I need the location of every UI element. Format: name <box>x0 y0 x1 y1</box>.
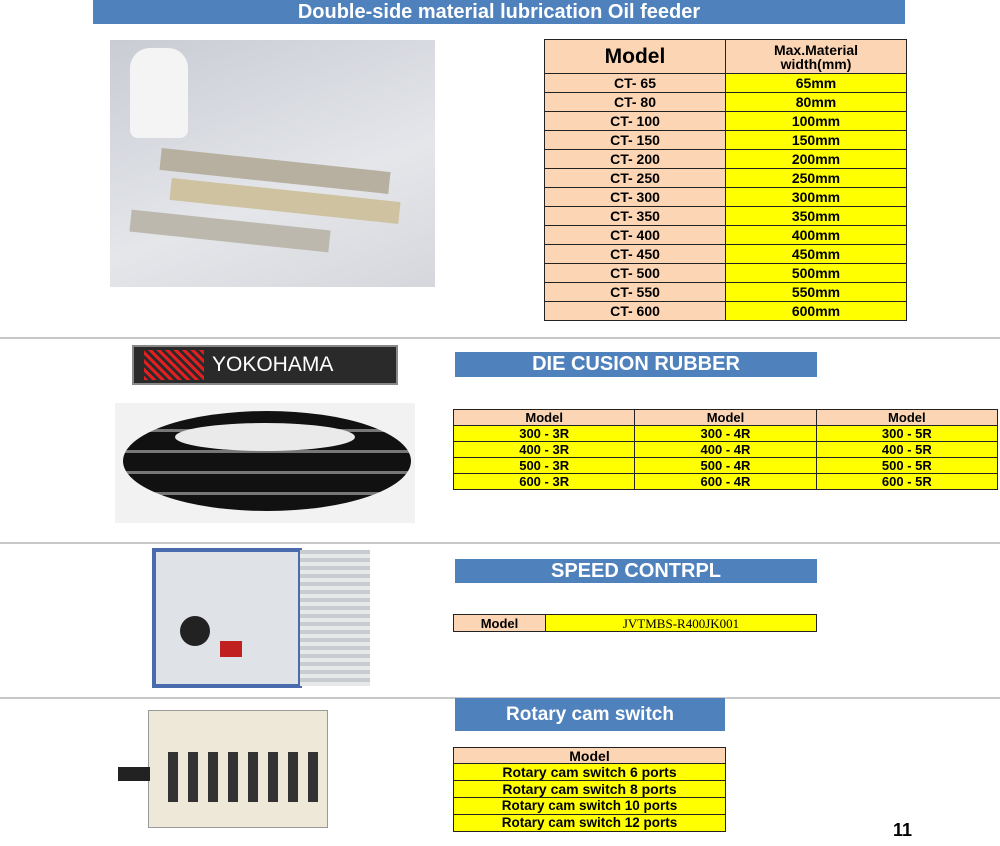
oil-feeder-photo <box>110 40 435 287</box>
cam-title: Rotary cam switch <box>455 698 725 731</box>
model-cell: 400 - 5R <box>816 442 997 458</box>
table-row <box>545 226 907 245</box>
width-cell: 100mm <box>726 112 907 131</box>
model-cell: CT- 500 <box>545 264 726 283</box>
width-cell: 150mm <box>726 131 907 150</box>
rubber-title: DIE CUSION RUBBER <box>455 352 817 377</box>
header-width: Max.Material width(mm) <box>726 40 907 74</box>
width-cell: 200mm <box>726 150 907 169</box>
model-cell: 500 - 3R <box>454 458 635 474</box>
table-row <box>545 93 907 112</box>
speed-controller-photo <box>150 546 375 690</box>
table-row <box>545 283 907 302</box>
header-model: Model <box>545 40 726 74</box>
width-cell: 80mm <box>726 93 907 112</box>
table-row <box>454 426 998 442</box>
width-cell: 350mm <box>726 207 907 226</box>
table-row <box>545 302 907 321</box>
feeder-table <box>544 39 907 321</box>
table-row <box>545 131 907 150</box>
model-cell: 400 - 4R <box>635 442 816 458</box>
table-row <box>545 74 907 93</box>
model-cell: 600 - 4R <box>635 474 816 490</box>
model-cell: 300 - 3R <box>454 426 635 442</box>
model-cell: 600 - 3R <box>454 474 635 490</box>
model-cell: CT- 65 <box>545 74 726 93</box>
model-cell: Rotary cam switch 12 ports <box>454 815 726 832</box>
header-model: Model <box>635 410 816 426</box>
width-cell: 500mm <box>726 264 907 283</box>
model-cell: 600 - 5R <box>816 474 997 490</box>
cam-table <box>453 747 726 832</box>
cam-header: Model <box>454 748 726 764</box>
model-cell: CT- 80 <box>545 93 726 112</box>
width-cell: 250mm <box>726 169 907 188</box>
model-cell: CT- 350 <box>545 207 726 226</box>
header-model: Model <box>816 410 997 426</box>
model-cell: CT- 100 <box>545 112 726 131</box>
header-model: Model <box>454 410 635 426</box>
model-cell: CT- 250 <box>545 169 726 188</box>
model-cell: 300 - 5R <box>816 426 997 442</box>
width-cell: 550mm <box>726 283 907 302</box>
model-cell: CT- 400 <box>545 226 726 245</box>
model-cell: CT- 200 <box>545 150 726 169</box>
table-header-row <box>454 410 998 426</box>
table-row <box>454 781 726 798</box>
model-cell: CT- 600 <box>545 302 726 321</box>
table-row <box>454 798 726 815</box>
model-cell: Rotary cam switch 6 ports <box>454 764 726 781</box>
table-row <box>454 764 726 781</box>
rubber-table <box>453 409 998 490</box>
cam-switch-photo <box>108 702 358 832</box>
speed-model-value: JVTMBS-R400JK001 <box>546 615 817 632</box>
table-row <box>545 207 907 226</box>
table-row <box>454 815 726 832</box>
table-row <box>545 169 907 188</box>
model-cell: CT- 150 <box>545 131 726 150</box>
model-cell: 500 - 5R <box>816 458 997 474</box>
page-number: 11 <box>893 820 913 840</box>
model-cell: 400 - 3R <box>454 442 635 458</box>
table-row <box>545 264 907 283</box>
table-row <box>454 458 998 474</box>
model-cell: Rotary cam switch 8 ports <box>454 781 726 798</box>
model-cell: 300 - 4R <box>635 426 816 442</box>
table-row <box>454 442 998 458</box>
model-cell: CT- 550 <box>545 283 726 302</box>
model-cell: CT- 300 <box>545 188 726 207</box>
feeder-title: Double-side material lubrication Oil feeder <box>93 0 905 24</box>
width-cell: 450mm <box>726 245 907 264</box>
width-cell: 400mm <box>726 226 907 245</box>
model-cell: Rotary cam switch 10 ports <box>454 798 726 815</box>
speed-title: SPEED CONTRPL <box>455 559 817 583</box>
model-cell: CT- 450 <box>545 245 726 264</box>
table-row <box>454 474 998 490</box>
rubber-photo <box>115 403 415 523</box>
width-cell: 65mm <box>726 74 907 93</box>
table-row <box>545 245 907 264</box>
width-cell: 600mm <box>726 302 907 321</box>
yokohama-logo: YOKOHAMA <box>132 345 398 385</box>
width-cell: 300mm <box>726 188 907 207</box>
speed-table <box>453 614 817 632</box>
table-row <box>545 150 907 169</box>
table-row <box>545 112 907 131</box>
model-cell: 500 - 4R <box>635 458 816 474</box>
speed-model-label: Model <box>454 615 546 632</box>
table-row <box>545 188 907 207</box>
